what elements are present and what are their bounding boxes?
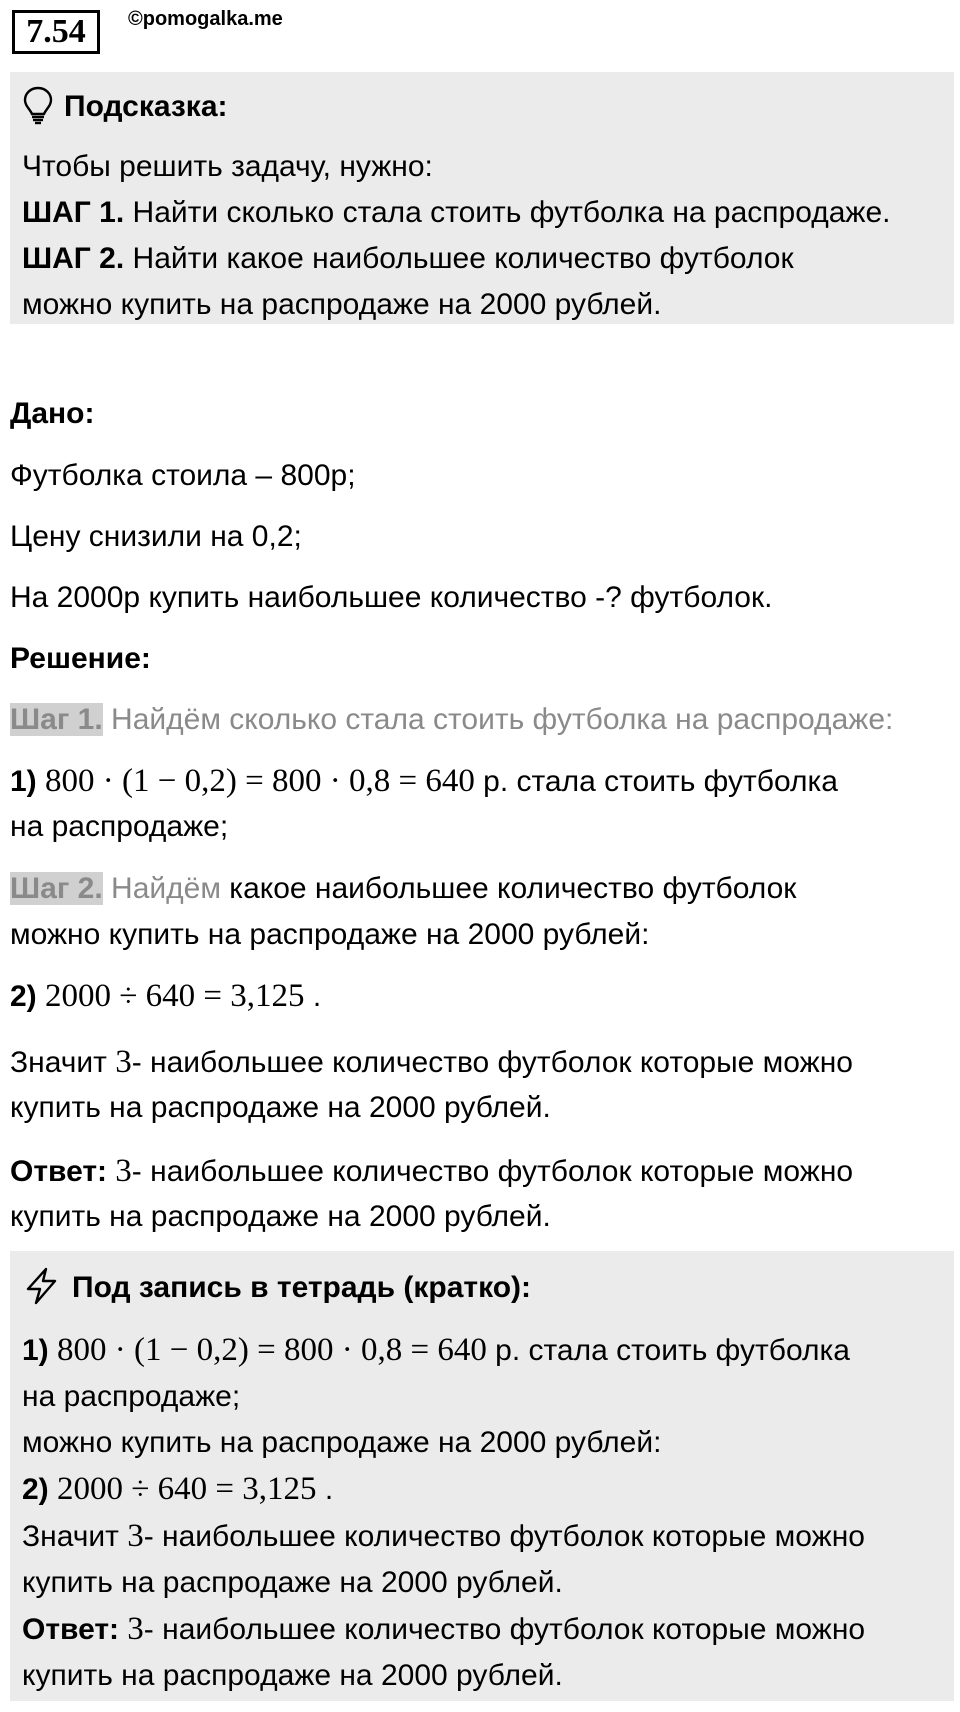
calc1-math: 800 · (1 − 0,2) = 800 · 0,8 = 640 bbox=[45, 763, 475, 799]
nb-calc2-math: 2000 ÷ 640 = 3,125 bbox=[57, 1471, 317, 1507]
hint-step2-cont: можно купить на распродаже на 2000 рублей. bbox=[22, 288, 662, 321]
nb-calc1-text: р. стала стоить футболка bbox=[486, 1334, 850, 1367]
notebook-calc1-cont: на распродаже; bbox=[22, 1380, 241, 1413]
concl-a: Значит bbox=[10, 1046, 116, 1079]
given-line1: Футболка стоила – 800р; bbox=[10, 459, 356, 492]
answer-label: Ответ: bbox=[10, 1155, 108, 1188]
solution-title-text: Решение: bbox=[10, 642, 151, 675]
solution-step1 bbox=[10, 697, 893, 743]
nb-concl-a: Значит bbox=[22, 1520, 128, 1553]
solution-step2 bbox=[10, 866, 796, 912]
calc2-math: 2000 ÷ 640 = 3,125 bbox=[45, 978, 305, 1014]
nb-calc1-math: 800 · (1 − 0,2) = 800 · 0,8 = 640 bbox=[57, 1332, 487, 1368]
notebook-header bbox=[22, 1261, 942, 1315]
solution-title bbox=[10, 636, 151, 682]
concl-b: - наибольшее количество футболок которые можно bbox=[131, 1046, 853, 1079]
nb-concl-b: - наибольшее количество футболок которые можно bbox=[143, 1520, 865, 1553]
hint-header bbox=[22, 80, 942, 134]
solution-answer-cont: купить на распродаже на 2000 рублей. bbox=[10, 1200, 551, 1233]
nb-answer-math: 3 bbox=[119, 1611, 144, 1647]
concl-math: 3 bbox=[115, 1044, 132, 1080]
nb-concl-math: 3 bbox=[127, 1518, 144, 1554]
lightning-icon bbox=[22, 1266, 62, 1311]
solution-conclusion bbox=[10, 1039, 853, 1086]
hint-step1-label: ШАГ 1. bbox=[22, 196, 125, 229]
given-line3: На 2000р купить наибольшее количество -? футболок. bbox=[10, 581, 773, 614]
given-title bbox=[10, 391, 95, 437]
notebook-title: Под запись в тетрадь (кратко): bbox=[72, 1271, 532, 1304]
nb-answer-b: - наибольшее количество футболок которые можно bbox=[143, 1613, 866, 1646]
notebook-answer-cont: купить на распродаже на 2000 рублей. bbox=[22, 1659, 563, 1692]
notebook-buy: можно купить на распродаже на 2000 рублей: bbox=[22, 1426, 662, 1459]
watermark: ©pomogalka.me bbox=[128, 8, 283, 30]
notebook-calc2 bbox=[22, 1466, 942, 1513]
hint-step1-text: Найти сколько стала стоить футболка на распродаже. bbox=[124, 196, 891, 229]
calc2-end: . bbox=[304, 980, 322, 1013]
notebook-box bbox=[10, 1251, 954, 1701]
nb-calc2-end: . bbox=[316, 1473, 334, 1506]
solution-answer bbox=[10, 1148, 853, 1195]
hint-title: Подсказка: bbox=[64, 90, 228, 123]
nb-calc2-num: 2) bbox=[22, 1473, 49, 1506]
solution-conclusion-cont: купить на распродаже на 2000 рублей. bbox=[10, 1091, 551, 1124]
solution-step1-label: Шаг 1. bbox=[10, 703, 103, 736]
hint-step1 bbox=[22, 190, 942, 236]
hint-step2-label: ШАГ 2. bbox=[22, 242, 125, 275]
solution-calc1 bbox=[10, 758, 838, 805]
nb-answer-label: Ответ: bbox=[22, 1613, 120, 1646]
solution-calc1-cont: на распродаже; bbox=[10, 810, 229, 843]
given-line2: Цену снизили на 0,2; bbox=[10, 520, 302, 553]
lightbulb-icon bbox=[22, 85, 54, 130]
answer-math: 3 bbox=[107, 1153, 132, 1189]
notebook-conclusion-cont: купить на распродаже на 2000 рублей. bbox=[22, 1566, 563, 1599]
task-number: 7.54 bbox=[12, 10, 100, 54]
calc1-num: 1) bbox=[10, 765, 37, 798]
calc2-num: 2) bbox=[10, 980, 37, 1013]
solution-step2-gray: Найдём bbox=[102, 872, 221, 905]
solution-step2-text: какое наибольшее количество футболок bbox=[220, 872, 797, 905]
hint-step2 bbox=[22, 236, 942, 282]
nb-calc1-num: 1) bbox=[22, 1334, 49, 1367]
given-title-text: Дано: bbox=[10, 397, 95, 430]
notebook-answer bbox=[22, 1606, 942, 1653]
answer-b: - наибольшее количество футболок которые можно bbox=[131, 1155, 854, 1188]
solution-step1-text: Найдём сколько стала стоить футболка на распродаже: bbox=[102, 703, 894, 736]
hint-step2-text: Найти какое наибольшее количество футболок bbox=[124, 242, 794, 275]
solution-step2-label: Шаг 2. bbox=[10, 872, 103, 905]
solution-step2-cont: можно купить на распродаже на 2000 рублей: bbox=[10, 918, 650, 951]
hint-intro: Чтобы решить задачу, нужно: bbox=[22, 150, 433, 183]
calc1-text: р. стала стоить футболка bbox=[474, 765, 838, 798]
notebook-conclusion bbox=[22, 1513, 942, 1560]
solution-calc2 bbox=[10, 973, 321, 1020]
notebook-calc1 bbox=[22, 1327, 942, 1374]
hint-box bbox=[10, 72, 954, 324]
